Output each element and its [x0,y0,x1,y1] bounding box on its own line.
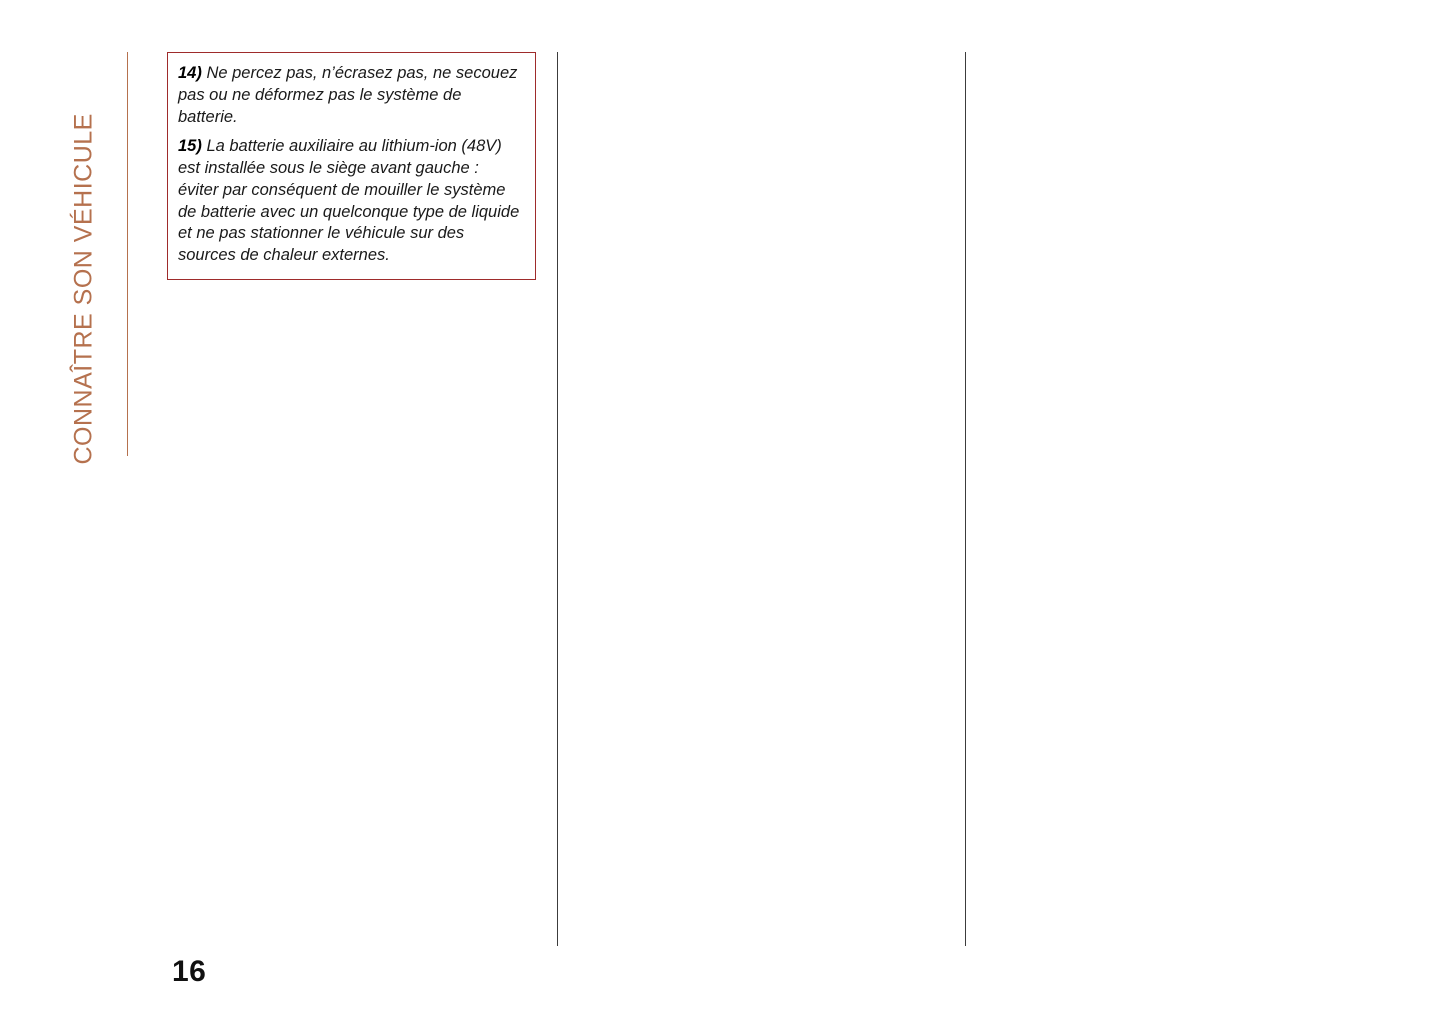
note-marker: 14) [178,64,202,82]
note-text: Ne percez pas, n’écrasez pas, ne secouez pas ou ne déformez pas le système de batterie. [178,64,518,126]
note-text: La batterie auxiliaire au lithium-ion (48V) est installée sous le siège avant gauche : éviter par conséquent de mouiller le système de batterie avec un quelconque type de liquide et ne pas stationner le véhicule sur des sources de chaleur externes. [178,137,520,265]
warning-note-box [167,52,536,280]
chapter-title-divider [127,52,128,456]
chapter-title-text: CONNAÎTRE SON VÉHICULE [69,113,98,465]
column-divider-2 [965,52,966,946]
note-item [178,136,523,267]
column-divider-1 [557,52,558,946]
note-item [178,63,523,128]
chapter-title-sidebar [0,0,130,470]
page-number: 16 [172,955,207,988]
note-marker: 15) [178,137,202,156]
